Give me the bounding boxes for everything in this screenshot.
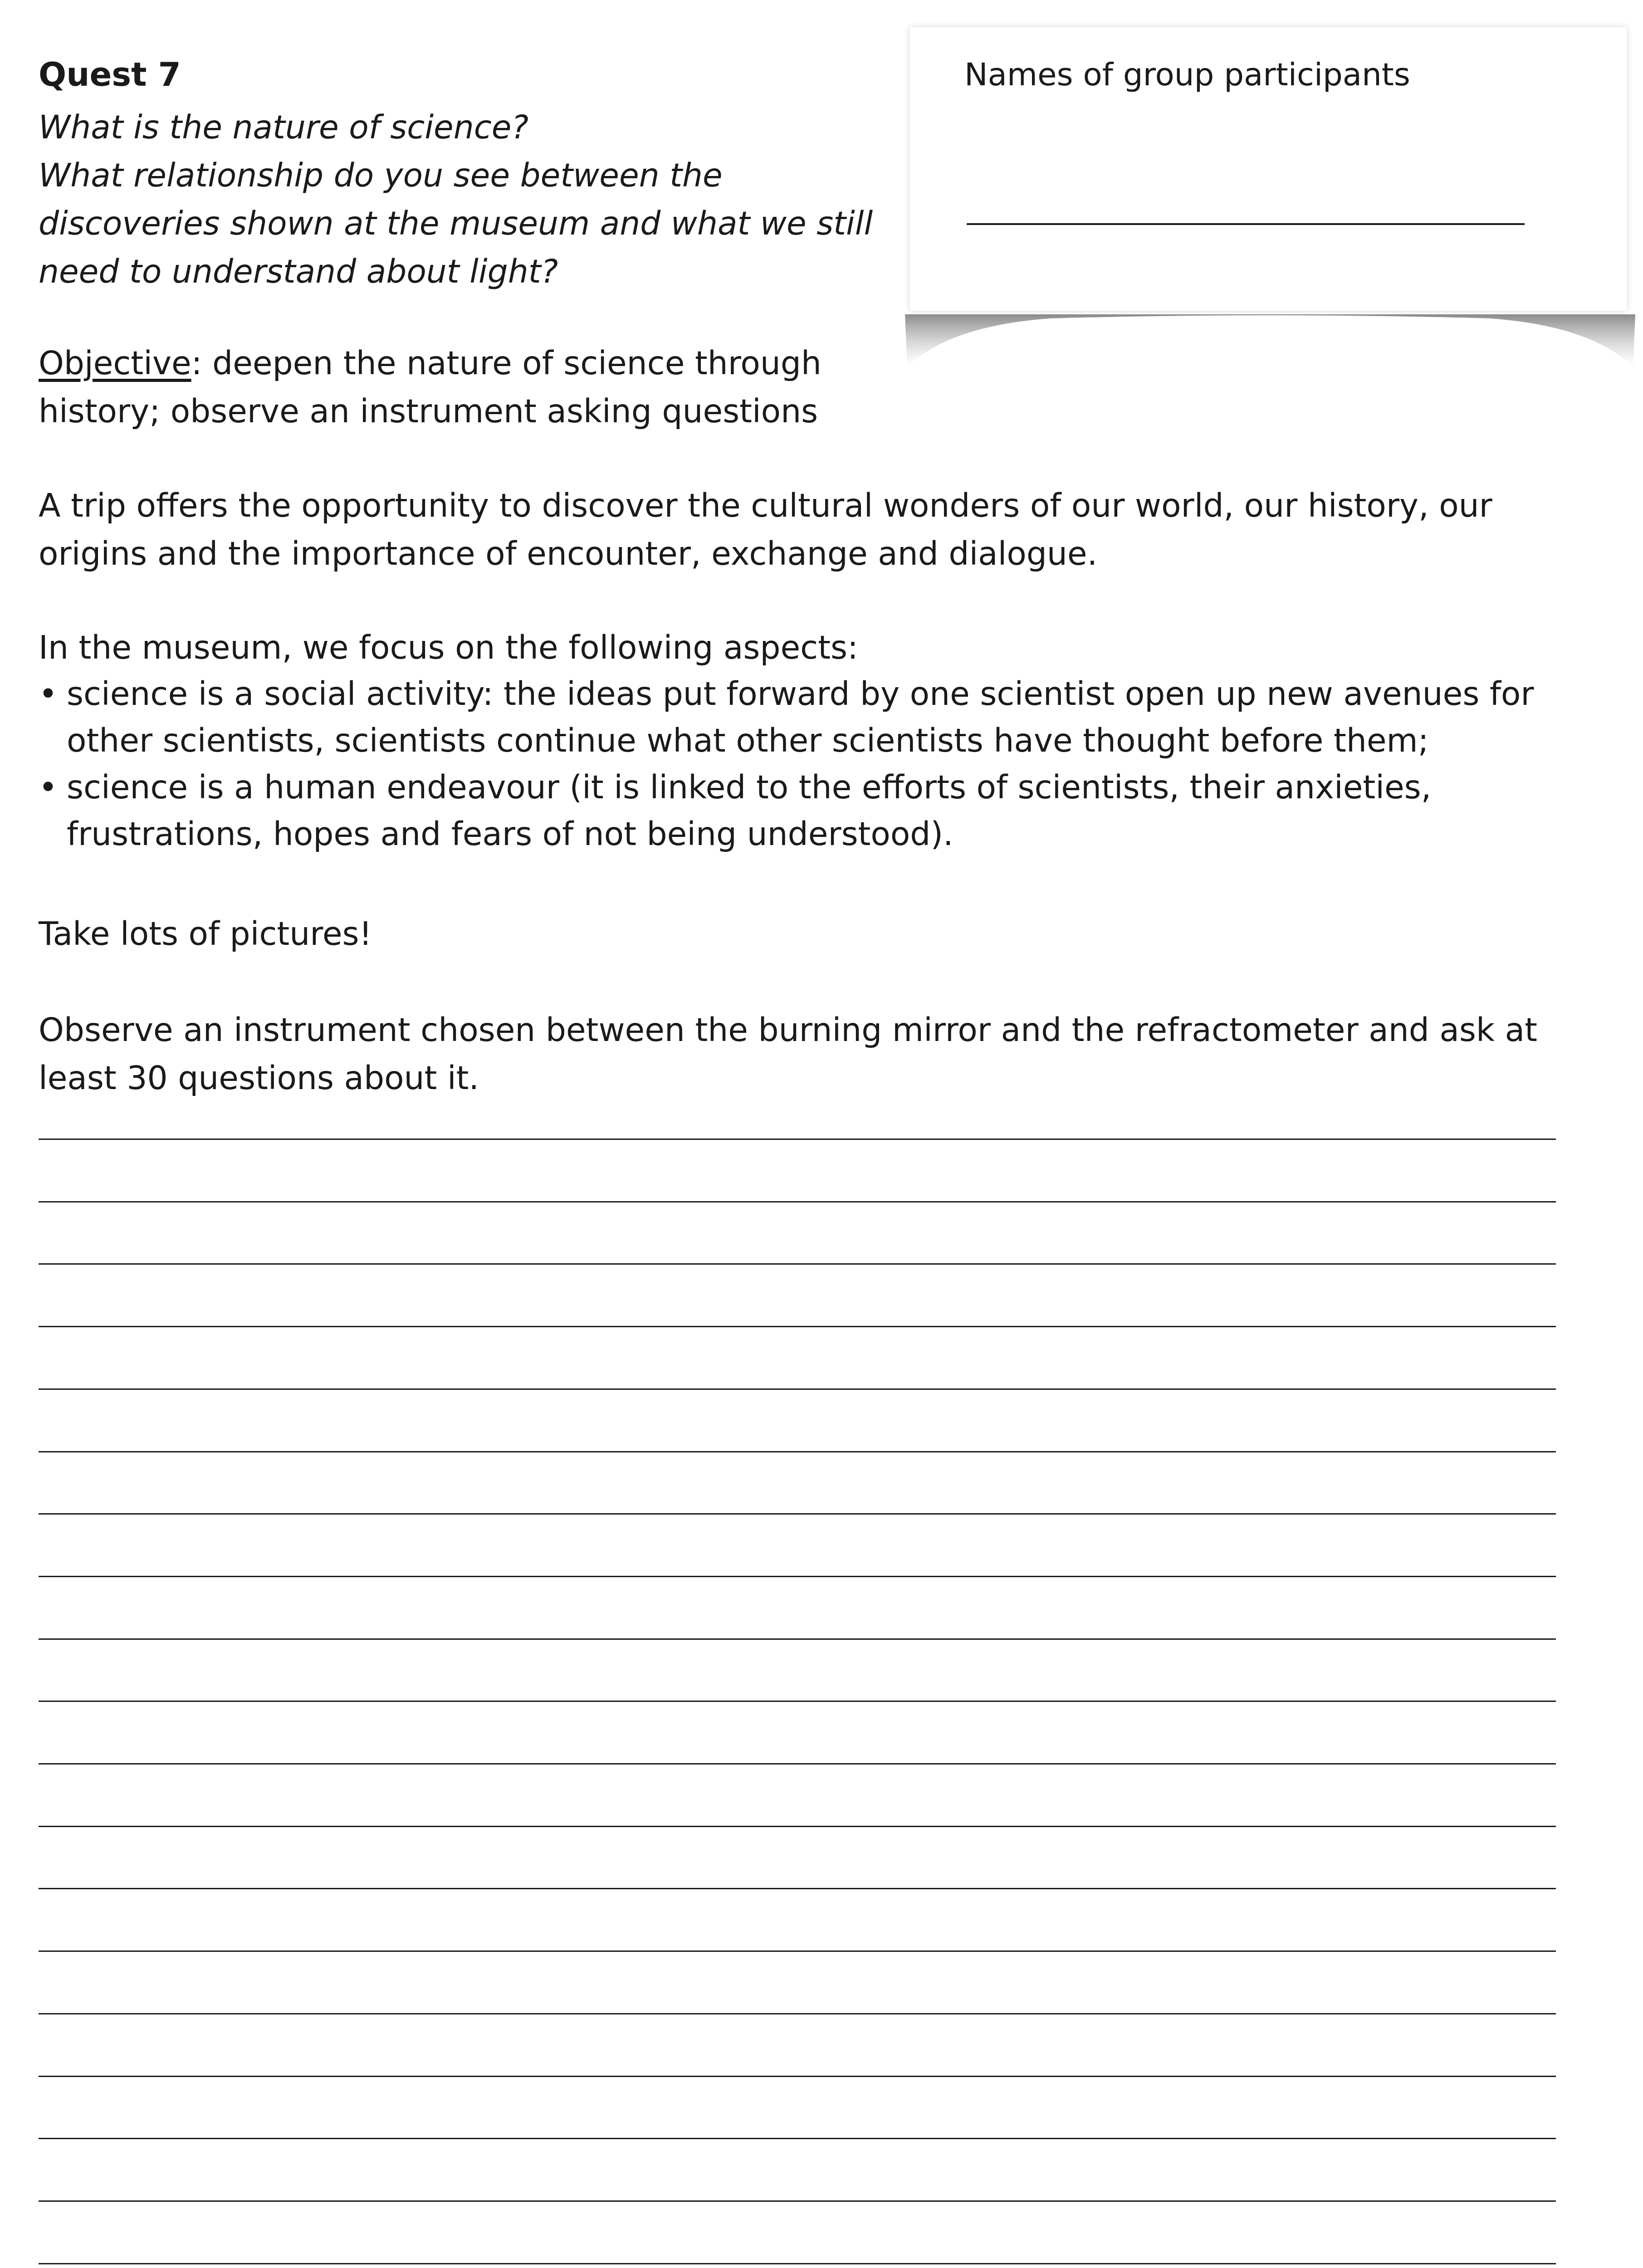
paragraph-line: origins and the importance of encounter, exchange and dialogue. — [39, 535, 1098, 572]
objective-line-2: history; observe an instrument asking questions — [39, 392, 818, 430]
box-curl-shadow — [905, 312, 1635, 376]
list-item-line: frustrations, hopes and fears of not being understood). — [67, 815, 954, 853]
task-line: Observe an instrument chosen between the burning mirror and the refractometer and ask at — [39, 1011, 1537, 1049]
page-title: Quest 7 — [39, 55, 181, 93]
answer-line[interactable] — [39, 1638, 1556, 1640]
answer-line[interactable] — [39, 1701, 1556, 1702]
guiding-questions — [39, 103, 900, 296]
objective-line-1 — [39, 339, 900, 387]
answer-line[interactable] — [39, 1326, 1556, 1327]
bullet-icon: • — [39, 675, 58, 713]
focus-intro: In the museum, we focus on the following aspects: — [39, 629, 858, 666]
bullet-icon: • — [39, 768, 58, 806]
answer-line[interactable] — [39, 1388, 1556, 1390]
objective-text: : deepen the nature of science through — [191, 344, 822, 382]
list-item-line: science is a social activity: the ideas put forward by one scientist open up new avenues for — [67, 675, 1534, 713]
participants-name-line[interactable] — [967, 223, 1525, 225]
answer-line[interactable] — [39, 1950, 1556, 1952]
focus-list — [39, 670, 1563, 857]
answer-line[interactable] — [39, 1763, 1556, 1765]
answer-line[interactable] — [39, 1139, 1556, 1140]
objective — [39, 339, 900, 435]
participants-label: Names of group participants — [964, 57, 1410, 93]
objective-label: Objective — [39, 344, 191, 382]
answer-line[interactable] — [39, 1451, 1556, 1452]
question-line: discoveries shown at the museum and what we still — [39, 205, 873, 242]
answer-line[interactable] — [39, 1826, 1556, 1827]
answer-line[interactable] — [39, 1263, 1556, 1265]
answer-line[interactable] — [39, 2263, 1556, 2264]
answer-line[interactable] — [39, 1576, 1556, 1577]
instrument-task — [39, 1006, 1563, 1102]
trip-paragraph — [39, 482, 1563, 578]
list-item-line: other scientists, scientists continue what other scientists have thought before them; — [67, 722, 1429, 759]
answer-line[interactable] — [39, 2200, 1556, 2202]
question-line: What relationship do you see between the — [39, 156, 723, 194]
participants-box — [910, 27, 1627, 311]
answer-line[interactable] — [39, 2076, 1556, 2077]
answer-line[interactable] — [39, 2013, 1556, 2014]
answer-line[interactable] — [39, 1888, 1556, 1889]
answer-line[interactable] — [39, 1513, 1556, 1515]
question-line: need to understand about light? — [39, 253, 558, 290]
answer-line[interactable] — [39, 2138, 1556, 2139]
list-item-line: science is a human endeavour (it is linked to the efforts of scientists, their anxieties, — [67, 768, 1432, 806]
answer-line[interactable] — [39, 1201, 1556, 1202]
pictures-note: Take lots of pictures! — [39, 915, 372, 953]
list-item — [39, 670, 1563, 764]
paragraph-line: A trip offers the opportunity to discover the cultural wonders of our world, our history, our — [39, 487, 1492, 524]
question-line: What is the nature of science? — [39, 108, 529, 146]
list-item — [39, 764, 1563, 857]
task-line: least 30 questions about it. — [39, 1059, 479, 1097]
